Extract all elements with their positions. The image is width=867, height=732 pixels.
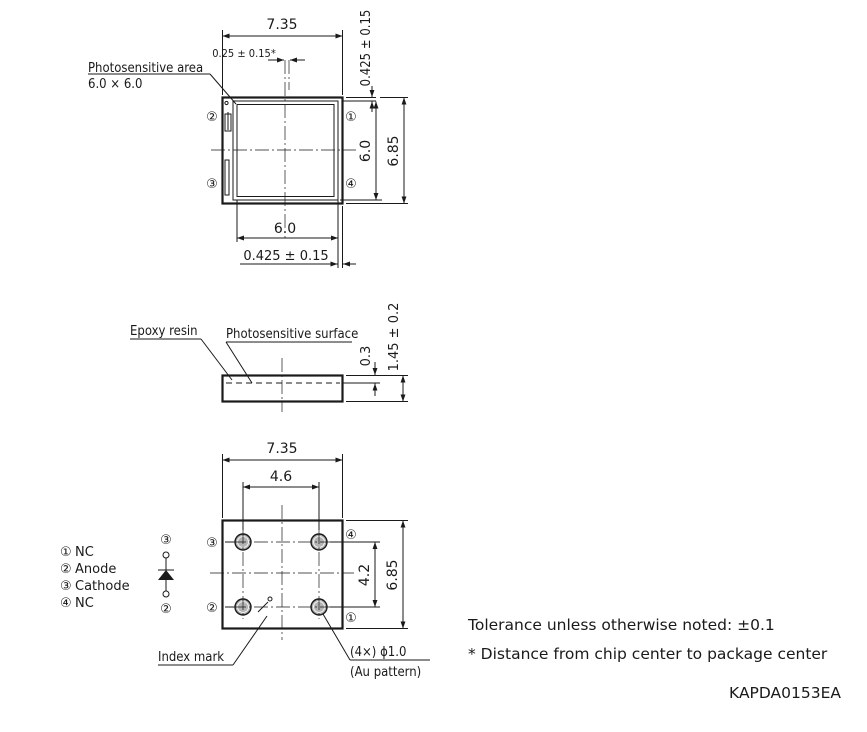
bottom-pin-3: ③: [206, 536, 218, 551]
top-pin-4: ④: [345, 177, 357, 192]
bottom-dim-pad-pitch-x: 4.6: [269, 469, 293, 485]
pad-size-label: (4×) ϕ1.0: [350, 645, 407, 660]
schematic-pin-bottom: ②: [160, 602, 172, 617]
svg-text:①: ①: [60, 545, 72, 560]
photosensitive-area-label: Photosensitive area: [88, 61, 204, 76]
bottom-pin-2: ②: [206, 601, 218, 616]
pin-legend: [60, 545, 130, 611]
top-dim-width: 7.35: [266, 17, 298, 33]
side-view: [130, 303, 408, 412]
legend-item: [60, 545, 94, 560]
legend-item: [60, 579, 130, 594]
top-pin-1: ①: [345, 110, 357, 125]
tolerance-note: Tolerance unless otherwise noted: ±0.1: [468, 616, 775, 634]
bottom-dim-width: 7.35: [266, 441, 298, 457]
top-dim-height: 6.85: [386, 135, 402, 167]
top-dim-offset: 0.25 ± 0.15*: [212, 47, 276, 60]
bottom-dim-pad-pitch-y: 4.2: [357, 563, 373, 587]
svg-text:Cathode: Cathode: [75, 579, 130, 594]
legend-item: [60, 562, 116, 577]
index-mark-label: Index mark: [158, 650, 225, 665]
bottom-dim-height: 6.85: [385, 559, 401, 591]
photosensitive-area-outline: [233, 101, 338, 200]
top-dim-area-height: 6.0: [358, 139, 374, 163]
svg-text:④: ④: [60, 596, 72, 611]
svg-text:Anode: Anode: [75, 562, 117, 577]
top-pin-2: ②: [206, 110, 218, 125]
top-view: [88, 10, 408, 268]
photosensitive-area-size: 6.0 × 6.0: [88, 77, 143, 92]
diode-schematic: [158, 533, 174, 617]
svg-text:②: ②: [60, 562, 72, 577]
diode-symbol: [158, 570, 174, 580]
distance-note: * Distance from chip center to package center: [468, 645, 828, 663]
top-dim-right-offset: 0.425 ± 0.15: [359, 9, 374, 87]
legend-item: [60, 596, 94, 611]
index-mark-dot: [268, 597, 272, 601]
side-dim-surface-depth: 0.3: [359, 345, 374, 367]
pad-material-label: (Au pattern): [350, 665, 422, 680]
photosensitive-surface-label: Photosensitive surface: [226, 327, 359, 342]
bottom-pin-1: ①: [345, 611, 357, 626]
epoxy-resin-label: Epoxy resin: [130, 324, 198, 339]
svg-text:NC: NC: [75, 545, 94, 560]
bottom-pin-4: ④: [345, 528, 357, 543]
schematic-pin-top: ③: [160, 533, 172, 548]
side-dim-thickness: 1.45 ± 0.2: [387, 302, 402, 372]
top-package-outline: [223, 98, 343, 204]
side-package-outline: [223, 376, 343, 402]
svg-text:NC: NC: [75, 596, 94, 611]
top-pin-3: ③: [206, 177, 218, 192]
top-dim-bottom-offset: 0.425 ± 0.15: [243, 249, 329, 264]
bottom-view: [158, 441, 430, 680]
top-dim-area-width: 6.0: [273, 221, 297, 237]
drawing-id: KAPDA0153EA: [729, 684, 841, 702]
svg-text:③: ③: [60, 579, 72, 594]
